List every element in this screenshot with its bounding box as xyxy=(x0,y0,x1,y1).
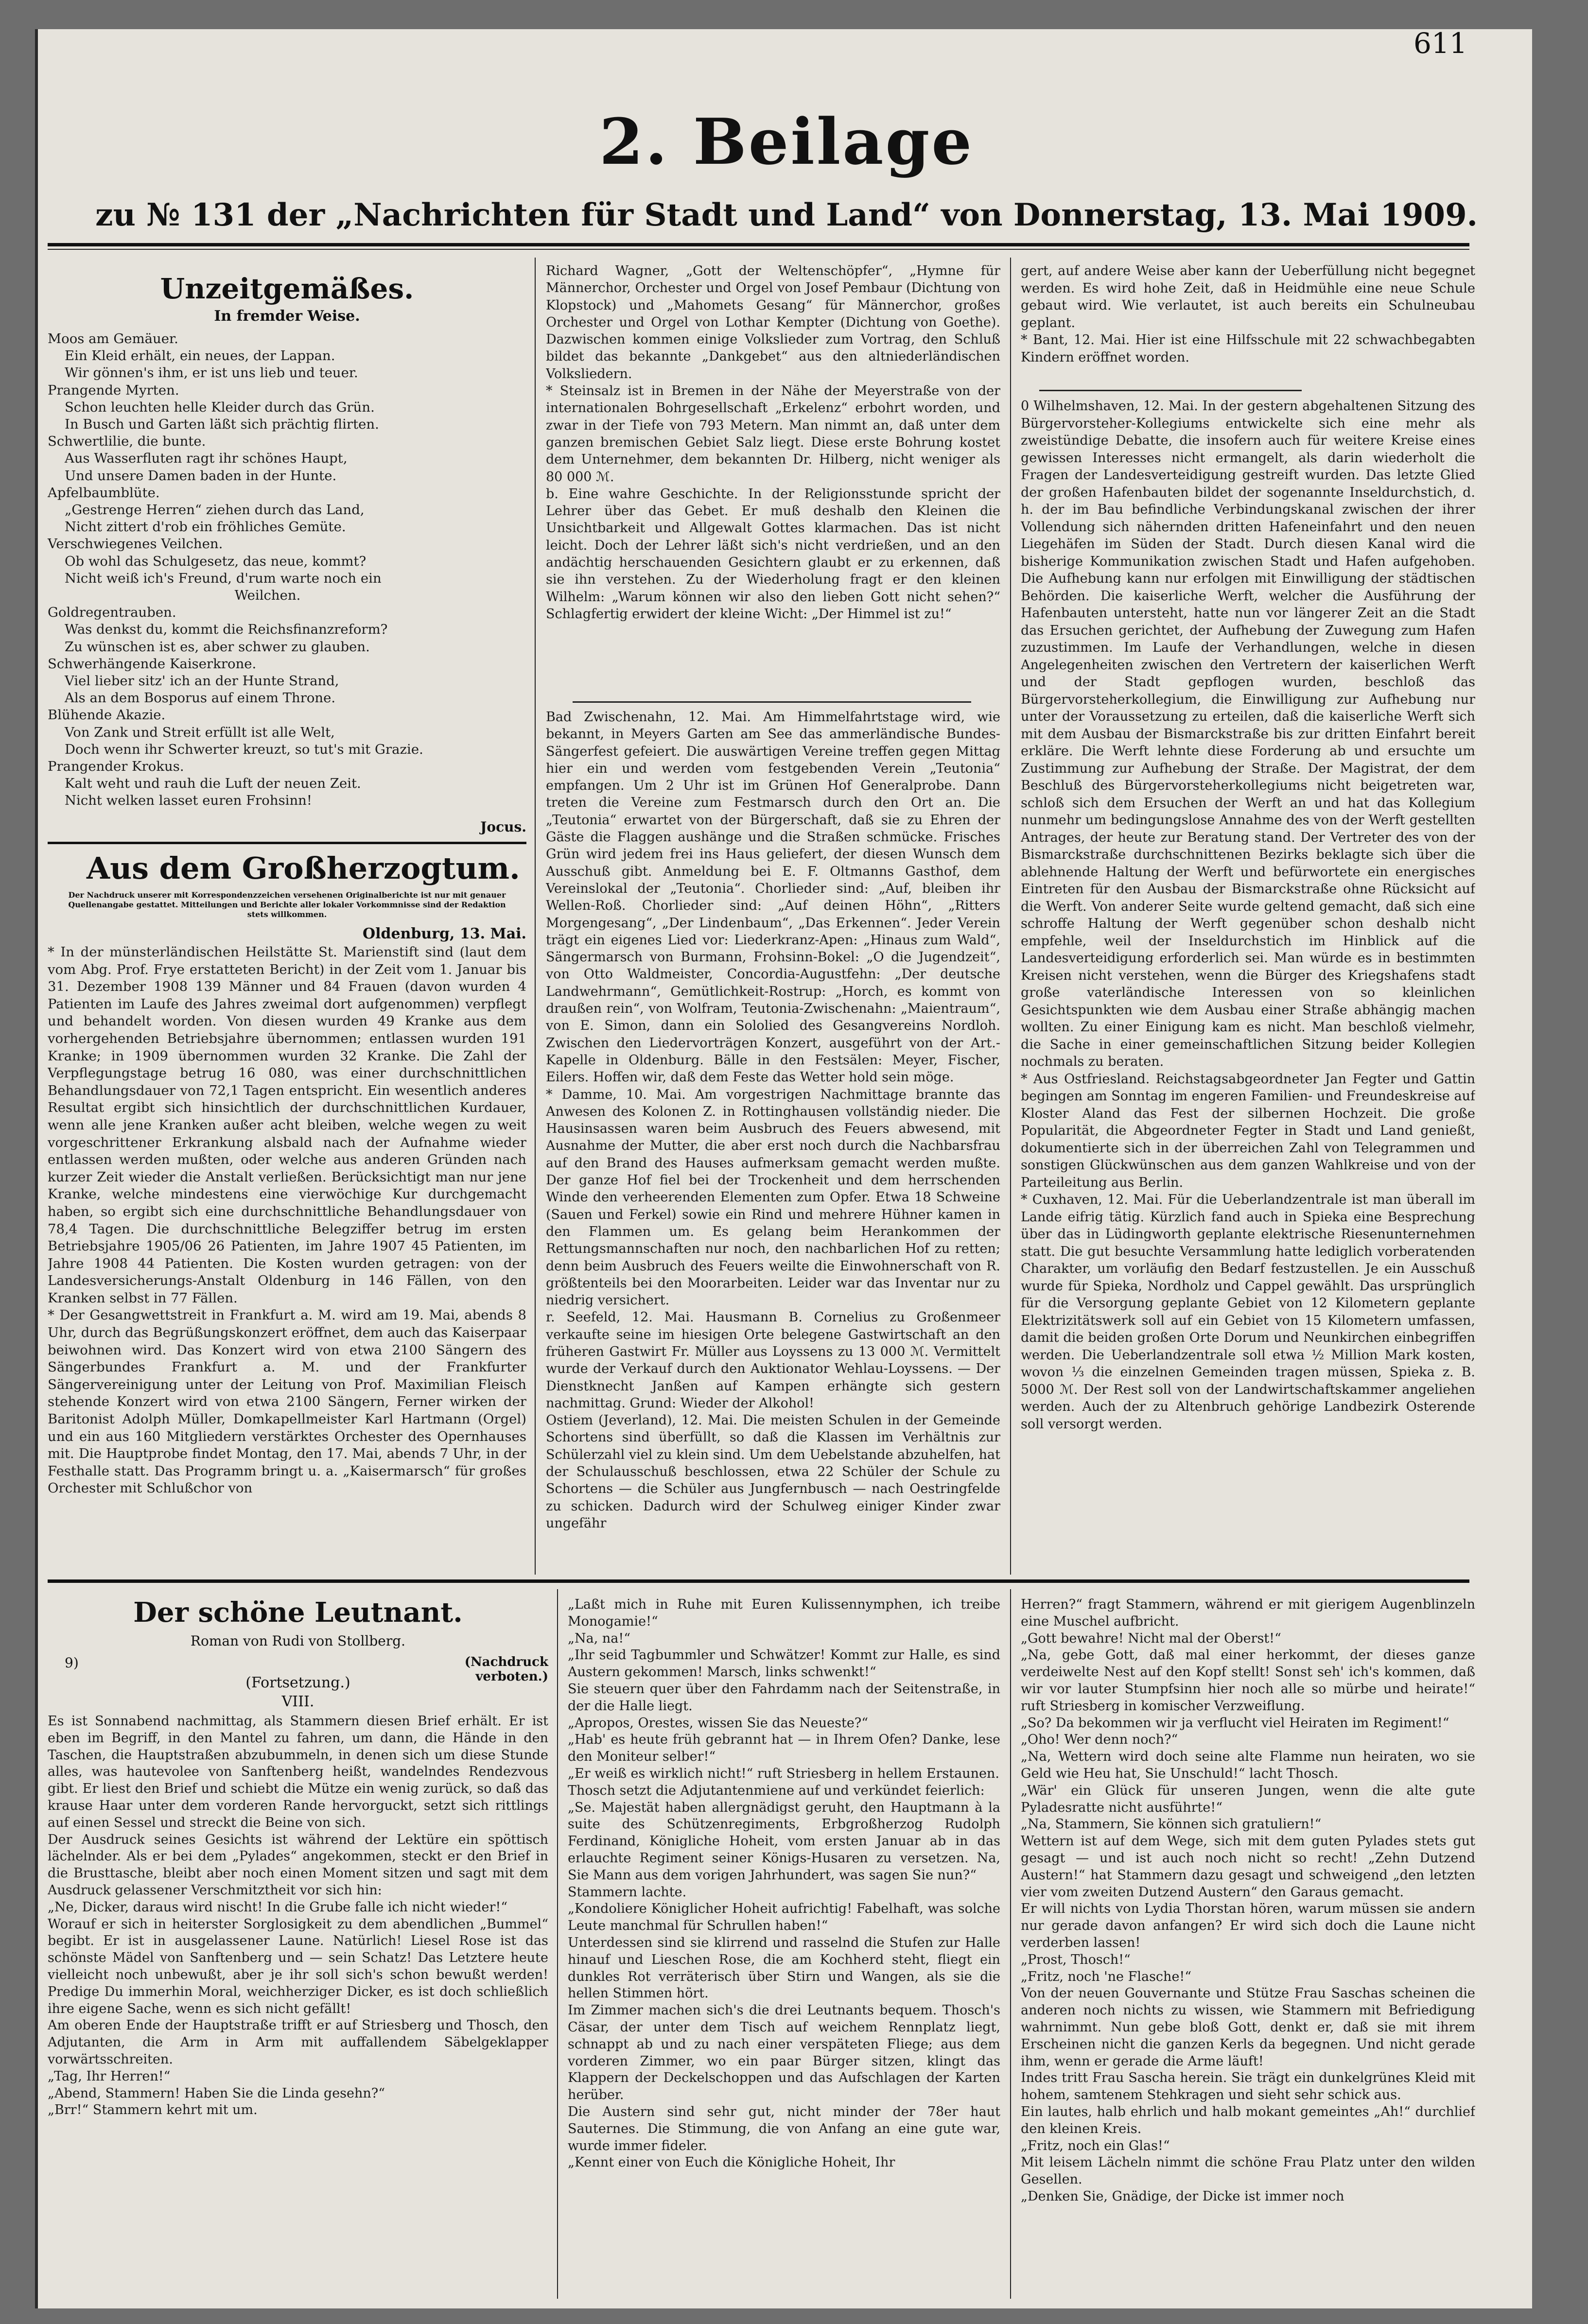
divider-col3 xyxy=(1039,390,1302,391)
novel-title: Der schöne Leutnant. xyxy=(133,1596,463,1629)
novel-column-3-text: Herren?“ fragt Stammern, während er mit gierigem Augenblinzeln eine Muschel aufbricht. „Gott bewahre! Nicht mal der Oberst!“ „Na, gebe Gott, daß mal einer herkommt, der dieses ganze verdeiwelte Nest auf den Kopf stellt! Sonst seh' ich's kommen, daß wir vor lauter Stumpfsinn hier noch alle so mürbe und heirate!“ ruft Striesberg in komischer Verzweiflung. „So? Da bekommen wir ja verflucht viel Heiraten im Regiment!“ „Oho! Wer denn noch?“ „Na, Wettern wird doch seine alte Flamme nun heiraten, wo sie Geld wie Heu hat, Sie Unschuld!“ lacht Thosch. „Wär' ein Glück für unseren Jungen, wenn die alte gute Pyladesratte nicht ausführte!“ „Na, Stammern, Sie können sich gratuliern!“ Wettern ist auf dem Wege, sich mit dem guten Pylades stets gut gesagt — und ist auch noch nicht so recht! „Zehn Dutzend Austern!“ hat Stammern dazu gesagt und schweigend „den letzten vier vom zweiten Dutzend Austern“ den Garaus gemacht. Er will nichts von Lydia Thorstan hören, warum müssen sie andern nur gerade davon anfangen? Er wird sich doch die Laune nicht verderben lassen! „Prost, Thosch!“ „Fritz, noch 'ne Flasche!“ Von der neuen Gouvernante und Stütze Frau Saschas scheinen die anderen noch nichts zu wissen, wie Stammern mit Befriedigung wahrnimmt. Nun gebe bloß Gott, denkt er, daß sie mit ihrem Erscheinen nicht die ganzen Kerls da begegnen. Und nicht gerade ihm, wenn er gerade die Arme läuft! Indes tritt Frau Sascha herein. Sie trägt ein dunkelgrünes Kleid mit hohem, samtenem Stehkragen und sieht sehr schick aus. Ein lautes, halb ehrlich und halb mokant gemeintes „Ah!“ durchlief den kleinen Kreis. „Fritz, noch ein Glas!“ Mit leisem Lächeln nimmt die schöne Frau Platz unter den wilden Gesellen. „Denken Sie, Gnädige, der Dicke ist immer noch xyxy=(1021,1597,1475,2204)
header-rule-thin xyxy=(48,249,1469,250)
poem-text: Moos am Gemäuer. Ein Kleid erhält, ein neues, der Lappan. Wir gönnen's ihm, er ist uns lieb und teuer. Prangende Myrten. Schon leuchten helle Kleider durch das Grün. In Busch und Garten läßt sich prächtig flirten. Schwertlilie, die bunte. Aus Wasserfluten ragt ihr schönes Haupt, Und unsere Damen baden in der Hunte. Apfelbaumblüte. „Gestrenge Herren“ ziehen durch das Land, Nicht zittert d'rob ein fröhliches Gemüte. Verschwiegenes Veilchen. Ob wohl das Schulgesetz, das neue, kommt? Nicht weiß ich's Freund, d'rum warte noch ein Weilchen. Goldregentrauben. Was denkst du, kommt die Reichsfinanzreform? Zu wünschen ist es, aber schwer zu glauben. Schwerhängende Kaiserkrone. Viel lieber sitz' ich an der Hunte Strand, Als an dem Bosporus auf einem Throne. Blühende Akazie. Von Zank und Streit erfüllt ist alle Welt, Doch wenn ihr Schwerter kreuzt, so tut's mit Grazie. Prangender Krokus. Kalt weht und rauh die Luft der neuen Zeit. Nicht welken lasset euren Frohsinn! xyxy=(48,331,423,809)
installment-number: 9) xyxy=(65,1655,79,1671)
poem-signature: Jocus. xyxy=(480,819,526,835)
column-divider-4 xyxy=(1010,1589,1011,2299)
column-3-upper xyxy=(1021,262,1475,386)
poem-title: Unzeitgemäßes. xyxy=(160,272,414,305)
header-rule xyxy=(48,243,1469,246)
novel-column-1-text: Es ist Sonnabend nachmittag, als Stammern diesen Brief erhält. Er ist eben im Begriff, in den Mantel zu fahren, um dann, die Hände in den Taschen, die Hauptstraßen abzubummeln, in denen sich um diese Stunde alles, was hautevolee von Sanftenberg heißt, wandelndes Rendezvous gibt. Er liest den Brief und schiebt die Mütze ein wenig zurück, so daß das krause Haar unter dem vorderen Rande hervorguckt, setzt sich rittlings auf einen Sessel und streckt die Beine von sich. Der Ausdruck seines Gesichts ist während der Lektüre ein spöttisch lächelnder. Als er bei dem „Pylades“ angekommen, steckt er den Brief in die Brusttasche, bleibt aber noch einen Moment sitzen und sagt mit dem Ausdruck gelassener Verschmitztheit vor sich hin: „Ne, Dicker, daraus wird nischt! In die Grube falle ich nicht wieder!“ Worauf er sich in heiterster Sorglosigkeit zu dem abendlichen „Bummel“ begibt. Er ist in ausgelassener Laune. Natürlich! Liesel Rose ist das schönste Mädel von Sanftenberg und — sein Schatz! Das Letztere heute vielleicht noch unbewußt, aber je ihr soll sich's schon bewußt werden! Predige Du immerhin Moral, weichherziger Dicker, es ist doch schließlich ihre eigene Sache, wenn es sich nicht gefällt! Am oberen Ende der Hauptstraße trifft er auf Striesberg und Thosch, den Adjutanten, die Arm in Arm mit auffallendem Säbelgeklapper vorwärtsschreiten. „Tag, Ihr Herren!“ „Abend, Stammern! Haben Sie die Linda gesehn?“ „Brr!“ Stammern kehrt mit um. xyxy=(48,1714,548,2118)
column-2-lower-text: Bad Zwischenahn, 12. Mai. Am Himmelfahrtstage wird, wie bekannt, in Meyers Garten am See das ammerländische Bundes-Sängerfest gefeiert. Die auswärtigen Vereine treffen gegen Mittag hier ein und werden vom festgebenden Verein „Teutonia“ empfangen. Um 2 Uhr ist im Grünen Hof Generalprobe. Dann treten die Vereine zum Festmarsch durch den Ort an. Die „Teutonia“ erwartet von der Bürgerschaft, daß sie zu Ehren der Gäste die Flaggen aushänge und die Straßen schmücke. Frisches Grün wird jedem frei ins Haus geliefert, der diesen Wunsch dem Ausschuß gibt. Anmeldung bei E. F. Oltmanns Gasthof, dem Vereinslokal der „Teutonia“. Chorlieder sind: „Auf, bleiben ihr Wellen-Roß. Chorlieder sind: „Auf deinen Höhn“, „Ritters Morgengesang“, „Der Lindenbaum“, „Das Erkennen“. Jeder Verein trägt ein eigenes Lied vor: Liederkranz-Apen: „Hinaus zum Wald“, Sängermarsch von Burmann, Frohsinn-Bokel: „O die Jugendzeit“, von Otto Waldmeister, Concordia-Augustfehn: „Der deutsche Landwehrmann“, Gemütlichkeit-Rostrup: „Horch, es kommt von draußen rein“, von Wolfram, Teutonia-Zwischenahn: „Maientraum“, von E. Simon, dann ein Sololied des Gesangvereins Nordloh. Zwischen den Liedervorträgen Konzert, ausgeführt von der Art.-Kapelle in Oldenburg. Bälle in den Festsälen: Meyer, Fischer, Eilers. Hoffen wir, daß dem Feste das Wetter hold sein möge. * Damme, 10. Mai. Am vorgestrigen Nachmittage brannte das Anwesen des Kolonen Z. in Rottinghausen vollständig nieder. Die Hausinsassen waren beim Ausbruch des Feuers abwesend, mit Ausnahme der Mutter, die aber erst noch durch die Nachbarsfrau auf den Brand des Hauses aufmerksam gemacht werden mußte. Der ganze Hof fiel bei der Trockenheit und dem herrschenden Winde den verheerenden Elementen zum Opfer. Etwa 18 Schweine (Sauen und Ferkel) sowie ein Rind und mehrere Hühner kamen in den Flammen um. Es gelang beim Herankommen der Rettungsmannschaften nur noch, den nachbarlichen Hof zu retten; denn beim Ausbruch des Feuers weilte die Einwohnerschaft von R. größtenteils bei den Moorarbeiten. Leider war das Inventar nur zu niedrig versichert. r. Seefeld, 12. Mai. Hausmann B. Cornelius zu Großenmeer verkaufte seine im hiesigen Orte belegene Gastwirtschaft an den früheren Gastwirt Fr. Müller aus Loyssens zu 13 000 ℳ. Vermittelt wurde der Verkauf durch den Auktionator Wehlau-Loyssens. — Der Dienstknecht Janßen auf Kampen erhängte sich gestern nachmittag. Grund: Wieder der Alkohol! Ostiem (Jeverland), 12. Mai. Die meisten Schulen in der Gemeinde Schortens sind überfüllt, so daß die Klassen im Verhältnis zur Schülerzahl viel zu klein sind. Um dem Uebelstande abzuhelfen, hat der Schulausschuß beschlossen, etwa 22 Schüler der Schule zu Schortens — die Schüler aus Jungfernbusch — nach Oestringfelde zu schicken. Dadurch wird der Schulweg einiger Kinder zwar ungefähr xyxy=(546,710,1000,1531)
column-2-upper xyxy=(546,262,1000,695)
article-grossherzogtum xyxy=(48,944,526,1580)
column-divider-2 xyxy=(1010,258,1011,1575)
column-3-upper-text: gert, auf andere Weise aber kann der Ueberfüllung nicht begegnet werden. Es wird hohe Zeit, daß in Heidmühle eine neue Schule gebaut wird. Wie verlautet, ist auch bereits ein Schulneubau geplant. * Bant, 12. Mai. Hier ist eine Hilfsschule mit 22 schwachbegabten Kindern eröffnet worden. xyxy=(1021,263,1475,365)
article-text: * In der münsterländischen Heilstätte St. Marienstift sind (laut dem vom Abg. Prof. Frye erstatteten Bericht) in der Zeit vom 1. Januar bis 31. Dezember 1908 139 Männer und 84 Frauen (davon wurden 4 Patienten im Laufe des Jahres zweimal dort aufgenommen) verpflegt und behandelt worden. Von diesen wurden 49 Kranke aus dem vorhergehenden Betriebsjahre übernommen; entlassen wurden 191 Kranke; in 1909 übernommen wurden 32 Kranke. Die Zahl der Verpflegungstage betrug 16 080, was einer durchschnittlichen Behandlungsdauer von 72,1 Tagen entspricht. Ein wesentlich anderes Resultat ergibt sich hinsichtlich der durchschnittlichen Kurdauer, wenn alle jene Kranken außer acht bleiben, welche wegen zu weit vorgeschrittener Erkrankung alsbald nach der Aufnahme wieder entlassen werden mußten, oder welche aus anderen Gründen nach kurzer Zeit wieder die Anstalt verließen. Berücksichtigt man nur jene Kranke, welche mindestens eine vierwöchige Kur durchgemacht haben, so ergibt sich eine durchschnittliche Behandlungsdauer von 78,4 Tagen. Die durchschnittliche Belegziffer betrug im ersten Betriebsjahre 1905/06 26 Patienten, im Jahre 1907 45 Patienten, im Jahre 1908 44 Patienten. Die Kosten wurden getragen: von der Landesversicherungs-Anstalt Oldenburg in 146 Fällen, von den Kranken selbst in 77 Fällen. * Der Gesangwettstreit in Frankfurt a. M. wird am 19. Mai, abends 8 Uhr, durch das Begrüßungskonzert eröffnet, dem auch das Kaiserpaar beiwohnen wird. Das Konzert wird von etwa 2100 Sängern des Sängerbundes Frankfurt a. M. und der Frankfurter Sängervereinigung unter der Leitung von Prof. Maximilian Fleisch stehende Konzert wird von etwa 2100 Sängern, Ferner wirken der Baritonist Adolph Müller, Domkapellmeister Karl Hartmann (Orgel) und ein aus 160 Mitgliedern verstärktes Orchester des Opernhauses mit. Die Hauptprobe findet Montag, den 17. Mai, abends 7 Uhr, in der Festhalle statt. Das Programm bringt u. a. „Kaisermarsch“ für großes Orchester mit Schlußchor von xyxy=(48,944,526,1496)
section-rule xyxy=(48,842,526,844)
column-2-lower xyxy=(546,709,1000,1576)
column-3-lower-text: 0 Wilhelmshaven, 12. Mai. In der gestern abgehaltenen Sitzung des Bürgervorsteher-Kollegiums entwickelte sich eine mehr als zweistündige Debatte, die insofern auch für weitere Kreise eines gewissen Interesses nicht ermangelt, als darin wiederholt die Fragen der Landesverteidigung gestreift wurden. Das letzte Glied der großen Hafenbauten bildet der sogenannte Inseldurchstich, d. h. der im Bau befindliche Verbindungskanal zwischen der ihrer Vollendung sich nähernden dritten Hafeneinfahrt und den neuen Liegehäfen im Süden der Stadt. Durch diesen Kanal wird die bisherige Kommunikation zwischen Stadt und Hafen aufgehoben. Die Aufhebung kann nur erfolgen mit Einwilligung der städtischen Behörden. Die kaiserliche Werft, welcher die Ausführung der Hafenbauten untersteht, hatte nun vor längerer Zeit an die Stadt das Ersuchen gerichtet, der Aufhebung der Zuwegung zum Hafen zuzustimmen. Im Laufe der Verhandlungen, welche in diesen Angelegenheiten zwischen den Vertretern der kaiserlichen Werft und der Stadt gepflogen wurden, beschloß das Bürgervorsteherkollegium, die Einwilligung zur Aufhebung nur unter der Voraussetzung zu erteilen, daß die kaiserliche Werft sich mit dem Ausbau der Bismarckstraße bis zur dritten Einfahrt bereit erkläre. Die Werft lehnte diese Forderung ab und ersuchte um Zustimmung zur Aufhebung der Straße. Der Magistrat, der dem Beschluß des Bürgervorsteherkollegiums nicht beigetreten war, schloß sich dem Ersuchen der Werft an und hat das Kollegium nunmehr um bedingungslose Annahme des von der Werft gestellten Antrages, der heute zur Beratung stand. Der Vertreter des von der Bismarckstraße durchschnittenen Bezirks beklagte sich über die ablehnende Haltung der Werft und befürwortete ein energisches Eintreten für den Ausbau der Bismarckstraße ohne Rücksicht auf die Werft. Von anderer Seite wurde geltend gemacht, daß sich eine schroffe Haltung der Werft gegenüber schon deshalb nicht empfehle, weil der Inseldurchstich im Hinblick auf die Landesverteidigung erforderlich sei. Man würde es in bestimmten Kreisen nicht verstehen, wenn die Bürger des Kriegshafens stadt große vaterländische Interessen von so kleinlichen Gesichtspunkten wie dem Ausbau einer Straße abhängig machen wollten. Zu einer Einigung kam es nicht. Man beschloß vielmehr, die Sache in einer gemeinschaftlichen Sitzung beider Kollegien nochmals zu beraten. * Aus Ostfriesland. Reichstagsabgeordneter Jan Fegter und Gattin begingen am Sonntag im engeren Familien- und Freundeskreise auf Kloster Aland das Fest der silbernen Hochzeit. Die große Popularität, die Abgeordneter Fegter in Stadt und Land genießt, dokumentierte sich in der überreichen Zahl von Telegrammen und sonstigen Glückwünschen aus dem ganzen Wahlkreise und von der Parteileitung aus Berlin. * Cuxhaven, 12. Mai. Für die Ueberlandzentrale ist man überall im Lande eifrig tätig. Kürzlich fand auch in Spieka eine Besprechung über das in Lüdingworth geplante elektrische Riesenunternehmen statt. Die gut besuchte Versammlung hatte lediglich vorberatenden Charakter, um vorläufig den Bedarf festzustellen. Je ein Ausschuß wurde für Spieka, Nordholz und Cappel gewählt. Das ursprünglich für die Versorgung geplante Gebiet von 12 Kilometern geplante Elektrizitätswerk soll auf ein Gebiet von 15 Kilometern umfassen, damit die beiden großen Orte Dorum und Neunkirchen einbegriffen werden. Die Ueberlandzentrale soll etwa ½ Million Mark kosten, wovon ⅓ die einzelnen Gemeinden tragen müssen, Spieka z. B. 5000 ℳ. Der Rest soll von der Landwirtschaftskammer angeliehen werden. Auch der zu Altenbruch gehörige Landbezirk Osterende soll versorgt werden. xyxy=(1021,399,1475,1432)
column-divider-3 xyxy=(557,1589,558,2299)
novel-column-1 xyxy=(48,1713,548,2304)
supplement-title: 2. Beilage xyxy=(599,104,974,179)
feuilleton-rule xyxy=(48,1579,1469,1583)
section-title-grossherzogtum: Aus dem Großherzogtum. xyxy=(87,850,520,886)
poem-subtitle: In fremder Weise. xyxy=(214,308,360,325)
column-2-upper-text: Richard Wagner, „Gott der Weltenschöpfer“, „Hymne für Männerchor, Orchester und Orgel von Josef Pembaur (Dichtung von Klopstock) und „Mahomets Gesang“ für Männerchor, großes Orchester und Orgel von Lothar Kempter (Dichtung von Goethe). Dazwischen kommen einige Volkslieder zum Vortrag, den Schluß bildet das bekannte „Dankgebet“ aus den altniederländischen Volksliedern. * Steinsalz ist in Bremen in der Nähe der Meyerstraße von der internationalen Bohrgesellschaft „Erkelenz“ erbohrt worden, und zwar in der Tiefe von 793 Metern. Man nimmt an, daß unter dem ganzen bremischen Gebiet Salz liegt. Diese erste Bohrung kostet dem Unternehmer, dem bekannten Dr. Hilberg, nicht weniger als 80 000 ℳ. b. Eine wahre Geschichte. In der Religionsstunde spricht der Lehrer über das Gebet. Er muß deshalb den Kleinen die Unsichtbarkeit und Allgewalt Gottes klarmachen. Das ist nicht leicht. Doch der Lehrer läßt sich's nicht verdrießen, und an den andächtig herschauenden Gesichtern glaubt er zu erkennen, daß sie ihn verstehen. Zu der Wiederholung fragt er den kleinen Wilhelm: „Warum können wir also den lieben Gott nicht sehen?“ Schlagfertig erwidert der kleine Wicht: „Der Himmel ist zu!“ xyxy=(546,263,1000,622)
dateline-oldenburg: Oldenburg, 13. Mai. xyxy=(363,925,526,942)
column-3-lower xyxy=(1021,398,1475,1576)
novel-column-3 xyxy=(1021,1596,1475,2304)
column-divider-1 xyxy=(535,258,536,1575)
supplement-subtitle: zu № 131 der „Nachrichten für Stadt und Land“ von Donnerstag, 13. Mai 1909. xyxy=(95,197,1478,233)
page-number: 611 xyxy=(1413,29,1467,60)
continuation-note: (Fortsetzung.) xyxy=(245,1674,350,1691)
divider-col2 xyxy=(573,701,971,703)
reprint-notice: Der Nachdruck unserer mit Korrespondenzzeichen versehenen Originalberichte ist nur mit genauer Quellenangabe gestattet. Mitteilungen und Berichte aller lokaler Vorkommnisse sind der Redaktion stets willkommen. xyxy=(68,890,506,919)
novel-column-2-text: „Laßt mich in Ruhe mit Euren Kulissennymphen, ich treibe Monogamie!“ „Na, na!“ „Ihr seid Tagbummler und Schwätzer! Kommt zur Halle, es sind Austern gekommen! Marsch, links schwenkt!“ Sie steuern quer über den Fahrdamm nach der Seitenstraße, in der die Halle liegt. „Apropos, Orestes, wissen Sie das Neueste?“ „Hab' es heute früh gebrannt hat — in Ihrem Ofen? Danke, lese den Moniteur selber!“ „Er weiß es wirklich nicht!“ ruft Striesberg in hellem Erstaunen. Thosch setzt die Adjutantenmiene auf und verkündet feierlich: „Se. Majestät haben allergnädigst geruht, den Hauptmann à la suite des Schützenregiments, Erbgroßherzog Rudolph Ferdinand, Königliche Hoheit, vom ersten Januar ab in das erlauchte Regiment seiner Königs-Husaren zu versetzen. Na, Sie Mann aus dem vorigen Jahrhundert, was sagen Sie nun?“ Stammern lachte. „Kondoliere Königlicher Hoheit aufrichtig! Fabelhaft, was solche Leute manchmal für Schrullen haben!“ Unterdessen sind sie klirrend und rasselnd die Stufen zur Halle hinauf und Lieschen Rose, die am Kochherd steht, fliegt ein dunkles Rot verräterisch über Stirn und Wangen, als sie die hellen Stimmen hört. Im Zimmer machen sich's die drei Leutnants bequem. Thosch's Cäsar, der unter dem Tisch auf weichem Rennplatz liegt, schnappt ab und zu nach einer verspäteten Fliege; aus dem vorderen Zimmer, wo ein paar Bürger sitzen, klingt das Klappern der Deckelschoppen und das Aufschlagen der Karten herüber. Die Austern sind sehr gut, nicht minder der 78er haut Sauternes. Die Stimmung, die von Anfang an eine gute war, wurde immer fideler. „Kennt einer von Euch die Königliche Hoheit, Ihr xyxy=(568,1597,1000,2170)
novel-byline: Roman von Rudi von Stollberg. xyxy=(190,1633,406,1649)
copyright-note: (Nachdruck verboten.) xyxy=(464,1655,548,1684)
chapter-number: VIII. xyxy=(281,1693,314,1710)
novel-column-2 xyxy=(568,1596,1000,2304)
newspaper-page xyxy=(35,29,1532,2308)
